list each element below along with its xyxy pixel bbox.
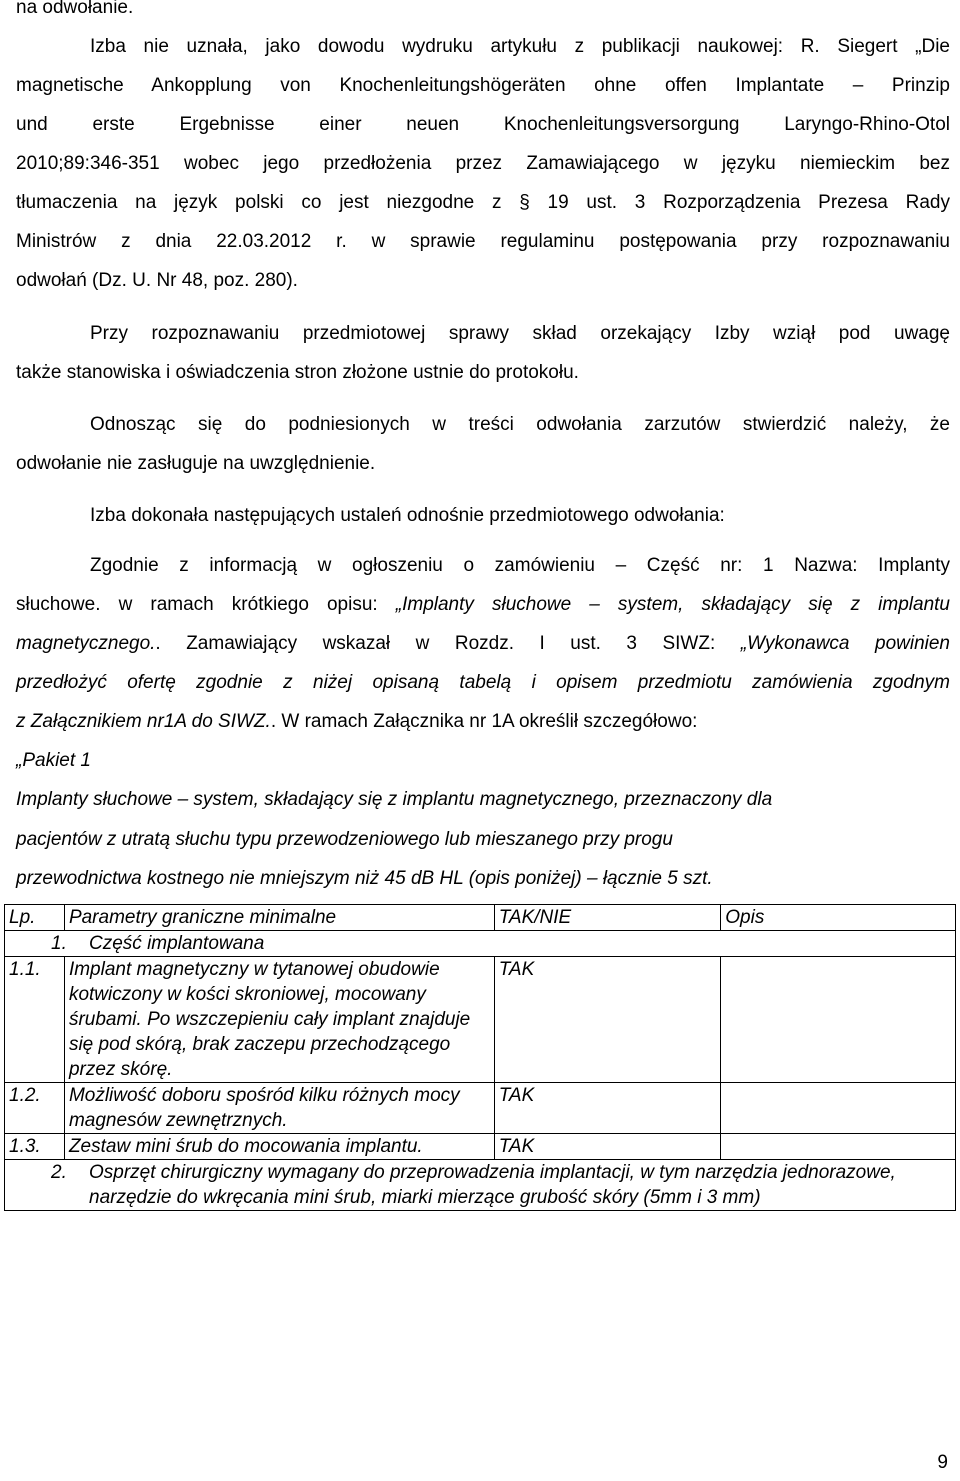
text-line: także stanowiska i oświadczenia stron złożone ustnie do protokołu. [16, 362, 579, 383]
text-line: Ministrów z dnia 22.03.2012 r. w sprawie regulaminu postępowania przy rozpoznawaniu [16, 231, 950, 252]
section-label: Osprzęt chirurgiczny wymagany do przeprowadzenia implantacji, w tym narzędzia jednorazowe, narzędzie do wkręcania mini śrub, miarki mierzące grubość skóry (5mm i 3 mm) [89, 1162, 896, 1208]
table-row [5, 1134, 956, 1160]
quoted-text: magnetycznego. [16, 633, 156, 654]
table-header-row [5, 905, 956, 931]
table-section-row [5, 1160, 956, 1211]
section-cell [5, 1160, 956, 1211]
text-line: tłumaczenia na język polski co jest niezgodne z § 19 ust. 3 Rozporządzenia Prezesa Rady [16, 192, 950, 213]
text-segment: . W ramach Załącznika nr 1A określił szczegółowo: [270, 711, 698, 732]
row-lp: 1.3. [5, 1134, 65, 1160]
italic-line: pacjentów z utratą słuchu typu przewodzeniowego lub mieszanego przy progu [16, 829, 673, 850]
italic-line: „Pakiet 1 [16, 750, 91, 771]
text-line: Zgodnie z informacją w ogłoszeniu o zamówieniu – Część nr: 1 Nazwa: Implanty [90, 555, 950, 576]
text-line [16, 593, 950, 617]
header-tak-nie: TAK/NIE [494, 905, 721, 931]
row-opis [721, 1134, 956, 1160]
text-line: 2010;89:346-351 wobec jego przedłożenia przez Zamawiającego w języku niemieckim bez [16, 153, 950, 174]
italic-line: przewodnictwa kostnego nie mniejszym niż 45 dB HL (opis poniżej) – łącznie 5 szt. [16, 868, 713, 889]
row-lp: 1.2. [5, 1083, 65, 1134]
row-param: Zestaw mini śrub do mocowania implantu. [64, 1134, 494, 1160]
table-row [5, 1083, 956, 1134]
header-lp: Lp. [5, 905, 65, 931]
section-label: Część implantowana [89, 933, 265, 954]
page-number: 9 [937, 1452, 948, 1473]
text-line: und erste Ergebnisse einer neuen Knochenleitungsversorgung Laryngo-Rhino-Otol [16, 114, 950, 135]
section-cell [5, 931, 956, 957]
specs-table [4, 904, 956, 1211]
header-params: Parametry graniczne minimalne [64, 905, 494, 931]
row-tak: TAK [494, 957, 721, 1083]
section-number: 1. [51, 933, 67, 954]
quoted-text: „Wykonawca powinien [740, 633, 950, 654]
text-segment: słuchowe. w ramach krótkiego opisu: [16, 594, 396, 615]
text-line [16, 632, 950, 656]
quoted-text: przedłożyć ofertę zgodnie z niżej opisaną tabelą i opisem przedmiotu zamówienia zgodnym [16, 672, 950, 693]
row-tak: TAK [494, 1083, 721, 1134]
table-section-row [5, 931, 956, 957]
text-line [16, 710, 950, 734]
row-param: Możliwość doboru spośród kilku różnych mocy magnesów zewnętrznych. [64, 1083, 494, 1134]
text-line: Izba nie uznała, jako dowodu wydruku artykułu z publikacji naukowej: R. Siegert „Die [90, 36, 950, 57]
text-segment: . Zamawiający wskazał w Rozdz. I ust. 3 SIWZ: [155, 633, 741, 654]
text-line: odwołań (Dz. U. Nr 48, poz. 280). [16, 270, 298, 291]
text-line: magnetische Ankopplung von Knochenleitungshögeräten ohne offen Implantate – Prinzip [16, 75, 950, 96]
row-lp: 1.1. [5, 957, 65, 1083]
text-line: Odnosząc się do podniesionych w treści odwołania zarzutów stwierdzić należy, że [90, 414, 950, 435]
row-param: Implant magnetyczny w tytanowej obudowie kotwiczony w kości skroniowej, mocowany śrubami. Po wszczepieniu cały implant znajduje się pod skórą, brak zaczepu przechodzącego przez skórę. [64, 957, 494, 1083]
text-line: odwołanie nie zasługuje na uwzględnienie. [16, 453, 376, 474]
italic-line: Implanty słuchowe – system, składający się z implantu magnetycznego, przeznaczony dla [16, 789, 773, 810]
quoted-text: „Implanty słuchowe – system, składający się z implantu [395, 594, 950, 615]
table-row [5, 957, 956, 1083]
row-opis [721, 957, 956, 1083]
section-number: 2. [51, 1162, 67, 1183]
text-line: Izba dokonała następujących ustaleń odnośnie przedmiotowego odwołania: [90, 505, 725, 526]
row-tak: TAK [494, 1134, 721, 1160]
header-opis: Opis [721, 905, 956, 931]
text-line: Przy rozpoznawaniu przedmiotowej sprawy skład orzekający Izby wziął pod uwagę [90, 323, 950, 344]
row-opis [721, 1083, 956, 1134]
quoted-text: z Załącznikiem nr1A do SIWZ. [16, 711, 271, 732]
text-line: na odwołanie. [16, 0, 134, 18]
text-line [16, 671, 950, 695]
